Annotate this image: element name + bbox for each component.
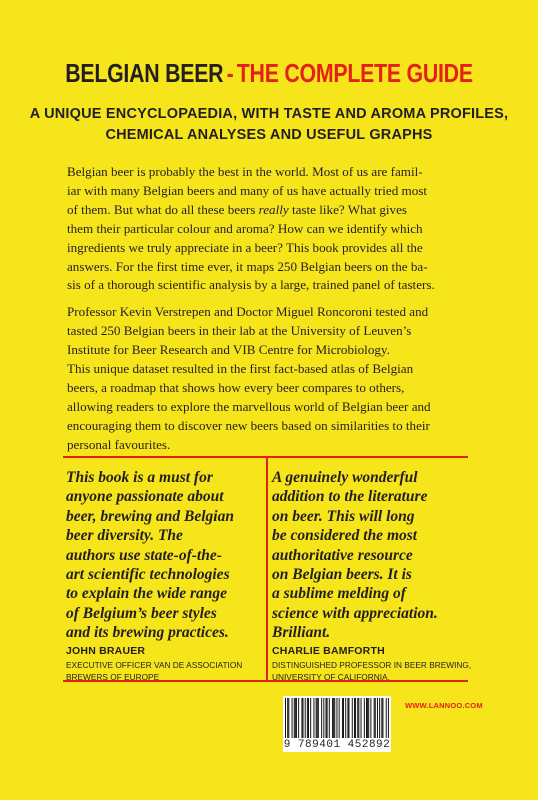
divider-vertical (266, 458, 268, 680)
barcode-bar (313, 698, 314, 738)
barcode-bar (296, 698, 297, 738)
barcode-bar (307, 698, 308, 738)
title-part-2: THE COMPLETE GUIDE (236, 58, 473, 88)
barcode-bar (298, 698, 299, 738)
barcode-bar (294, 698, 295, 738)
barcode-bar (326, 698, 327, 738)
barcode-bar (368, 698, 369, 738)
barcode-bar (301, 698, 302, 738)
quote-line: authoritative resource (272, 546, 413, 564)
barcode-bar (382, 698, 383, 738)
barcode-bar (334, 698, 335, 738)
quote-line: to explain the wide range (66, 585, 228, 603)
barcode-bar (321, 698, 322, 738)
barcode-bar (339, 698, 340, 738)
barcode-bar (355, 698, 356, 738)
emphasis-really: really (258, 201, 289, 217)
barcode (283, 696, 391, 752)
body-line: Professor Kevin Verstrepen and Doctor Miguel Roncoroni tested and (67, 304, 429, 320)
body-line: tasted 250 Belgian beers in their lab at the University of Leuven’s (67, 323, 412, 339)
attribution-role: UNIVERSITY OF CALIFORNIA. (272, 671, 390, 682)
body-line: iar with many Belgian beers and many of us have actually tried most (67, 182, 427, 198)
quote-line: of Belgium’s beer styles (66, 604, 217, 622)
barcode-bar (317, 698, 318, 738)
quote-line: on beer. This will long (272, 507, 415, 525)
quote-line: on Belgian beers. It is (272, 566, 412, 584)
barcode-bar (323, 698, 324, 738)
barcode-bar (332, 698, 333, 738)
barcode-bar (374, 698, 375, 738)
quote-line: A genuinely wonderful (272, 469, 418, 486)
body-line: personal favourites. (67, 436, 171, 452)
body-line: of them. But what do all these beers really taste like? What gives (67, 201, 408, 217)
quote-line: addition to the literature (272, 488, 428, 506)
body-line: answers. For the first time ever, it maps 250 Belgian beers on the ba- (67, 258, 428, 274)
quote-line: and its brewing practices. (66, 624, 229, 642)
barcode-bar (318, 698, 319, 738)
barcode-bar (375, 698, 376, 738)
barcode-bar (357, 698, 358, 738)
subtitle-line-2: CHEMICAL ANALYSES AND USEFUL GRAPHS (105, 127, 433, 143)
barcode-bar (366, 698, 367, 738)
barcode-bar (377, 698, 378, 738)
quote-line: anyone passionate about (66, 488, 224, 506)
barcode-bar (358, 698, 359, 738)
barcode-bars (283, 696, 391, 740)
quote-line: beer, brewing and Belgian (66, 507, 234, 525)
body-line: Institute for Beer Research and VIB Centre for Microbiology. (67, 342, 390, 358)
description (67, 163, 471, 455)
attribution-name: CHARLIE BAMFORTH (272, 645, 385, 657)
attribution-right (272, 645, 472, 683)
barcode-bar (329, 698, 330, 738)
quote-line: a sublime melding of (272, 585, 406, 603)
barcode-bar (288, 698, 289, 738)
quote-right (272, 468, 472, 643)
quote-line: art scientific technologies (66, 566, 230, 584)
barcode-bar (386, 698, 387, 738)
quote-line: authors use state-of-the- (66, 546, 222, 564)
title-separator: - (226, 58, 234, 88)
barcode-bar (305, 698, 306, 738)
subtitle (20, 104, 518, 146)
barcode-bar (364, 698, 365, 738)
barcode-bar (370, 698, 371, 738)
barcode-bar (295, 698, 296, 738)
barcode-bar (292, 698, 293, 738)
isbn-number: 9 789401 452892 (283, 739, 391, 751)
barcode-bar (345, 698, 346, 738)
barcode-bar (303, 698, 304, 738)
barcode-bar (287, 698, 288, 738)
body-line: Belgian beer is probably the best in the world. Most of us are famil- (67, 164, 423, 179)
body-line: them their particular colour and aroma? How can we identify which (67, 220, 423, 236)
body-line: ingredients we truly appreciate in a beer? This book provides all the (67, 239, 423, 255)
barcode-bar (388, 698, 389, 738)
barcode-bar (352, 698, 353, 738)
quote-line: science with appreciation. (272, 604, 438, 622)
publisher-website[interactable]: WWW.LANNOO.COM (405, 701, 483, 710)
attribution-role: EXECUTIVE OFFICER VAN DE ASSOCIATION (66, 660, 243, 670)
subtitle-line-1: A UNIQUE ENCYCLOPAEDIA, WITH TASTE AND AROMA PROFILES, (29, 106, 509, 122)
barcode-bar (367, 698, 368, 738)
body-line: This unique dataset resulted in the first fact-based atlas of Belgian (67, 361, 414, 377)
quote-line: This book is a must for (66, 469, 213, 486)
attribution-role: DISTINGUISHED PROFESSOR IN BEER BREWING, (272, 660, 472, 670)
barcode-bar (333, 698, 334, 738)
barcode-bar (361, 698, 362, 738)
quote-line: Brilliant. (272, 624, 331, 642)
barcode-bar (342, 698, 343, 738)
body-line: sis of a thorough scientific analysis by a large, trained panel of tasters. (67, 277, 435, 293)
barcode-bar (316, 698, 317, 738)
barcode-bar (310, 698, 311, 738)
title-part-1: BELGIAN BEER (65, 58, 224, 88)
quote-left (66, 468, 264, 643)
attribution-name: JOHN BRAUER (66, 645, 146, 657)
attribution-left (66, 645, 266, 683)
barcode-bar (354, 698, 355, 738)
barcode-bar (327, 698, 328, 738)
quote-line: be considered the most (272, 527, 418, 545)
attribution-role: BREWERS OF EUROPE (66, 671, 160, 682)
barcode-bar (308, 698, 309, 738)
barcode-bar (336, 698, 337, 738)
barcode-bar (343, 698, 344, 738)
barcode-bar (347, 698, 348, 738)
barcode-bar (379, 698, 380, 738)
barcode-bar (348, 698, 349, 738)
book-title (48, 58, 489, 89)
barcode-bar (285, 698, 286, 738)
body-line: allowing readers to explore the marvellous world of Belgian beer and (67, 398, 431, 414)
quote-line: beer diversity. The (66, 527, 183, 545)
body-line: beers, a roadmap that shows how every beer compares to others, (67, 379, 405, 395)
barcode-bar (381, 698, 382, 738)
body-line: encouraging them to discover new beers based on similarities to their (67, 417, 430, 433)
